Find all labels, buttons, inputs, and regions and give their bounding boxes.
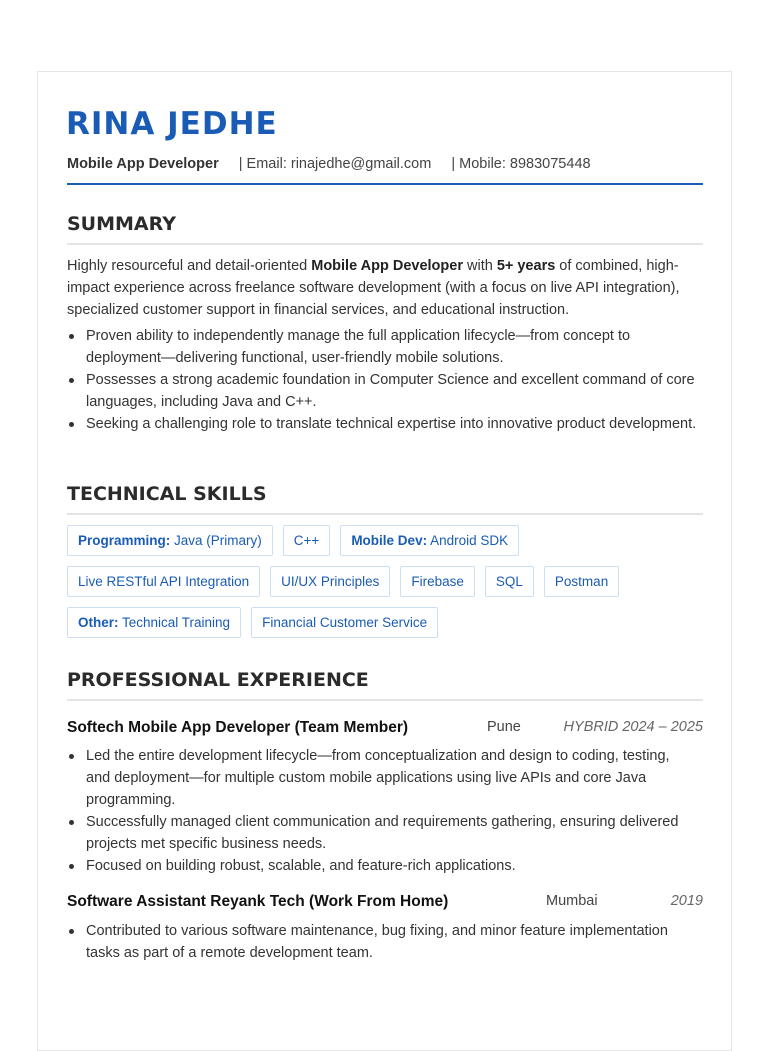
job-date: HYBRID 2024 – 2025 (563, 719, 703, 735)
experience-heading: PROFESSIONAL EXPERIENCE (67, 669, 369, 691)
job-role: Mobile App Developer (67, 156, 219, 172)
skill-tag-financial: Financial Customer Service (251, 607, 438, 638)
bullet-icon (69, 334, 74, 339)
summary-role: Mobile App Developer (311, 258, 463, 274)
header-divider (67, 183, 703, 185)
job-title: Software Assistant Reyank Tech (Work From Home) (67, 893, 449, 910)
bullet-icon (69, 422, 74, 427)
job-bullet-list (67, 920, 697, 964)
job-date: 2019 (670, 893, 703, 909)
summary-text-3: of combined, high-impact experience across freelance software development (with a focus on live API integration), specialized customer support in financial services, and educational instruction. (67, 258, 680, 318)
skills-row (67, 566, 707, 597)
skill-tag-api: Live RESTful API Integration (67, 566, 260, 597)
skill-tag-cpp: C++ (283, 525, 331, 556)
summary-heading: SUMMARY (67, 213, 176, 235)
skill-tag-sql: SQL (485, 566, 534, 597)
skills-row (67, 607, 707, 638)
bullet-icon (69, 820, 74, 825)
job-title: Softech Mobile App Developer (Team Member) (67, 719, 409, 736)
job-bullet-list (67, 745, 697, 877)
summary-text-2: with (462, 258, 497, 274)
skill-tag-firebase: Firebase (400, 566, 475, 597)
skill-tag-mobile-dev: Mobile Dev: Android SDK (340, 525, 519, 556)
job-bullet: Successfully managed client communication and requirements gathering, ensuring delivered projects met specific business needs. (67, 811, 697, 855)
email-text: | Email: rinajedhe@gmail.com (238, 156, 432, 172)
bullet-icon (69, 754, 74, 759)
skills-row (67, 525, 707, 556)
skills-tags (67, 525, 707, 648)
skill-tag-uiux: UI/UX Principles (270, 566, 390, 597)
job-bullet: Focused on building robust, scalable, and feature-rich applications. (67, 855, 697, 877)
summary-bullet: Proven ability to independently manage the full application lifecycle—from concept to deployment—delivering functional, user-friendly mobile solutions. (67, 325, 697, 369)
bullet-icon (69, 864, 74, 869)
skill-tag-postman: Postman (544, 566, 619, 597)
skill-tag-programming: Programming: Java (Primary) (67, 525, 273, 556)
summary-paragraph (67, 255, 703, 321)
summary-text-1: Highly resourceful and detail-oriented (67, 258, 312, 274)
summary-divider (67, 243, 703, 245)
candidate-name: RINA JEDHE (66, 106, 278, 142)
job-location: Mumbai (546, 893, 598, 909)
skill-tag-other: Other: Technical Training (67, 607, 241, 638)
experience-divider (67, 699, 703, 701)
bullet-icon (69, 929, 74, 934)
summary-bullet: Possesses a strong academic foundation in Computer Science and excellent command of core languages, including Java and C++. (67, 369, 697, 413)
contact-line (67, 154, 591, 174)
skills-heading: TECHNICAL SKILLS (67, 483, 267, 505)
summary-years: 5+ years (496, 258, 556, 274)
job-bullet: Contributed to various software maintenance, bug fixing, and minor feature implementation tasks as part of a remote development team. (67, 920, 697, 964)
bullet-icon (69, 378, 74, 383)
mobile-text: | Mobile: 8983075448 (451, 156, 591, 172)
job-location: Pune (487, 719, 521, 735)
skills-divider (67, 513, 703, 515)
summary-bullet-list (67, 325, 697, 435)
job-bullet: Led the entire development lifecycle—from conceptualization and design to coding, testing, and deployment—for multiple custom mobile applications using live APIs and core Java programming. (67, 745, 697, 811)
summary-bullet: Seeking a challenging role to translate technical expertise into innovative product development. (67, 413, 697, 435)
